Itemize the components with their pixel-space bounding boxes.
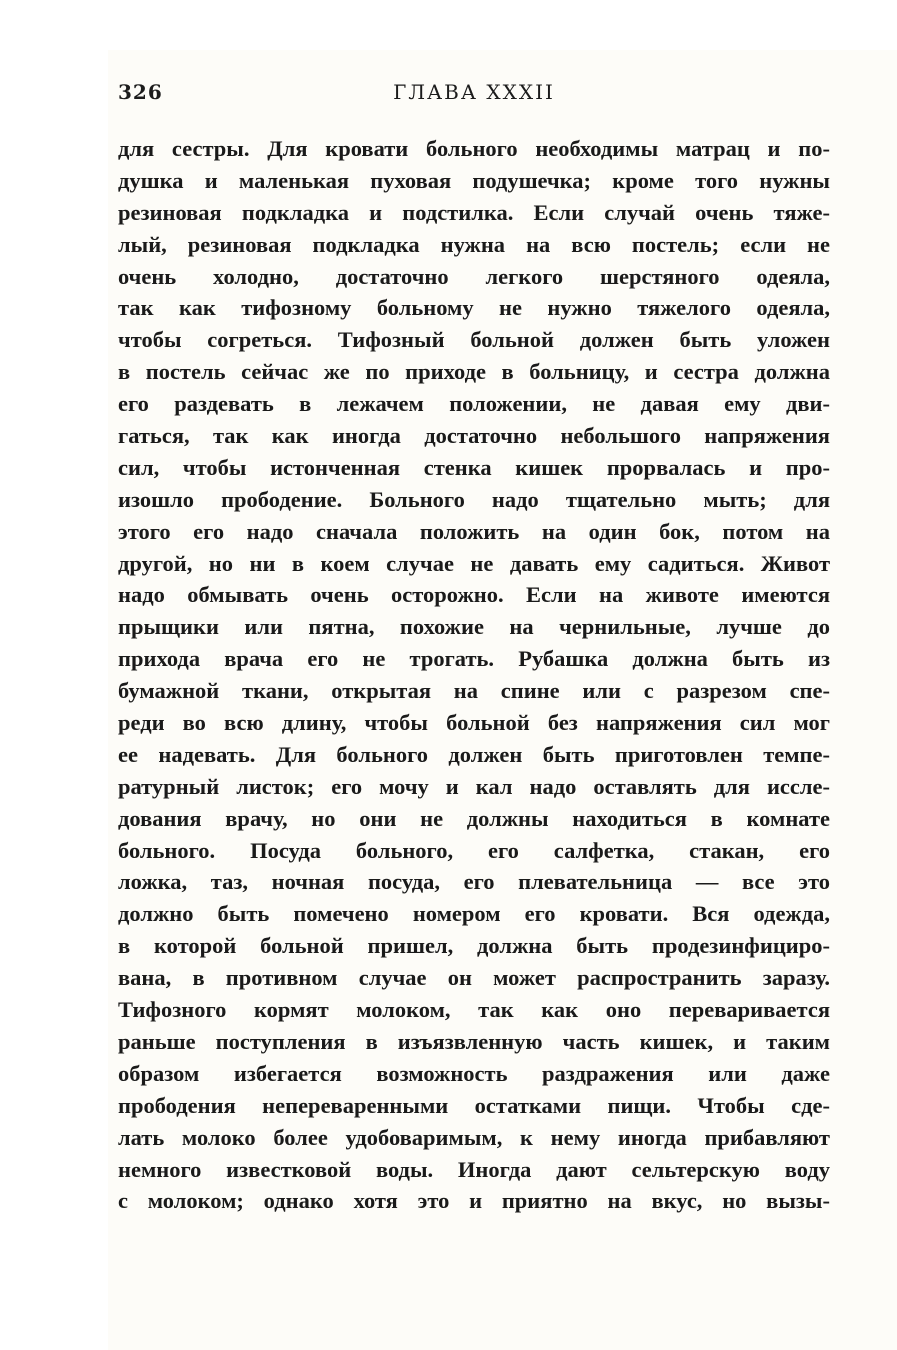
text-line: очень холодно, достаточно легкого шерстяного одеяла, xyxy=(118,263,830,289)
text-line: с молоком; однако хотя это и приятно на вкус, но вызы- xyxy=(118,1188,830,1214)
text-line: надо обмывать очень осторожно. Если на животе имеются xyxy=(118,582,830,608)
text-line: сил, чтобы истонченная стенка кишек прорвалась и про- xyxy=(118,454,830,480)
text-line: образом избегается возможность раздражения или даже xyxy=(118,1060,830,1086)
text-line: бумажной ткани, открытая на спине или с разрезом спе- xyxy=(118,678,830,704)
text-line: в которой больной пришел, должна быть продезинфициро- xyxy=(118,933,830,959)
running-header xyxy=(118,80,830,114)
text-line: чтобы согреться. Тифозный больной должен быть уложен xyxy=(118,327,830,353)
text-line: другой, но ни в коем случае не давать ему садиться. Живот xyxy=(118,550,830,576)
text-line: душка и маленькая пуховая подушечка; кроме того нужны xyxy=(118,167,830,193)
text-line: ратурный листок; его мочу и кал надо оставлять для иссле- xyxy=(118,773,830,799)
text-line: его раздевать в лежачем положении, не давая ему дви- xyxy=(118,391,830,417)
page-number: 326 xyxy=(118,80,163,104)
text-line: изошло прободение. Больного надо тщательно мыть; для xyxy=(118,486,830,512)
text-line: прихода врача его не трогать. Рубашка должна быть из xyxy=(118,646,830,672)
text-line: лать молоко более удобоваримым, к нему иногда прибавляют xyxy=(118,1124,830,1150)
text-line: дования врачу, но они не должны находиться в комнате xyxy=(118,805,830,831)
text-line: больного. Посуда больного, его салфетка, стакан, его xyxy=(118,837,830,863)
text-line: Тифозного кормят молоком, так как оно переваривается xyxy=(118,997,830,1023)
text-line: для сестры. Для кровати больного необходимы матрац и по- xyxy=(118,136,830,161)
text-line: раньше поступления в изъязвленную часть кишек, и таким xyxy=(118,1028,830,1054)
text-line: лый, резиновая подкладка нужна на всю постель; если не xyxy=(118,231,830,257)
text-line: в постель сейчас же по приходе в больницу, и сестра должна xyxy=(118,359,830,385)
text-line: ложка, таз, ночная посуда, его плевательница — все это xyxy=(118,869,830,895)
text-line: этого его надо сначала положить на один бок, потом на xyxy=(118,518,830,544)
text-line: реди во всю длину, чтобы больной без напряжения сил мог xyxy=(118,710,830,736)
text-line: так как тифозному больному не нужно тяжелого одеяла, xyxy=(118,295,830,321)
chapter-title: ГЛАВА XXXII xyxy=(393,80,555,104)
text-line: вана, в противном случае он может распространить заразу. xyxy=(118,965,830,991)
body-text xyxy=(118,133,830,1217)
text-line: гаться, так как иногда достаточно небольшого напряжения xyxy=(118,423,830,449)
text-line: прободения непереваренными остатками пищи. Чтобы сде- xyxy=(118,1092,830,1118)
text-line: ее надевать. Для больного должен быть приготовлен темпе- xyxy=(118,741,830,767)
text-line: должно быть помечено номером его кровати. Вся одежда, xyxy=(118,901,830,927)
text-line: немного известковой воды. Иногда дают сельтерскую воду xyxy=(118,1156,830,1182)
text-line: резиновая подкладка и подстилка. Если случай очень тяже- xyxy=(118,199,830,225)
text-line: прыщики или пятна, похожие на чернильные, лучше до xyxy=(118,614,830,640)
